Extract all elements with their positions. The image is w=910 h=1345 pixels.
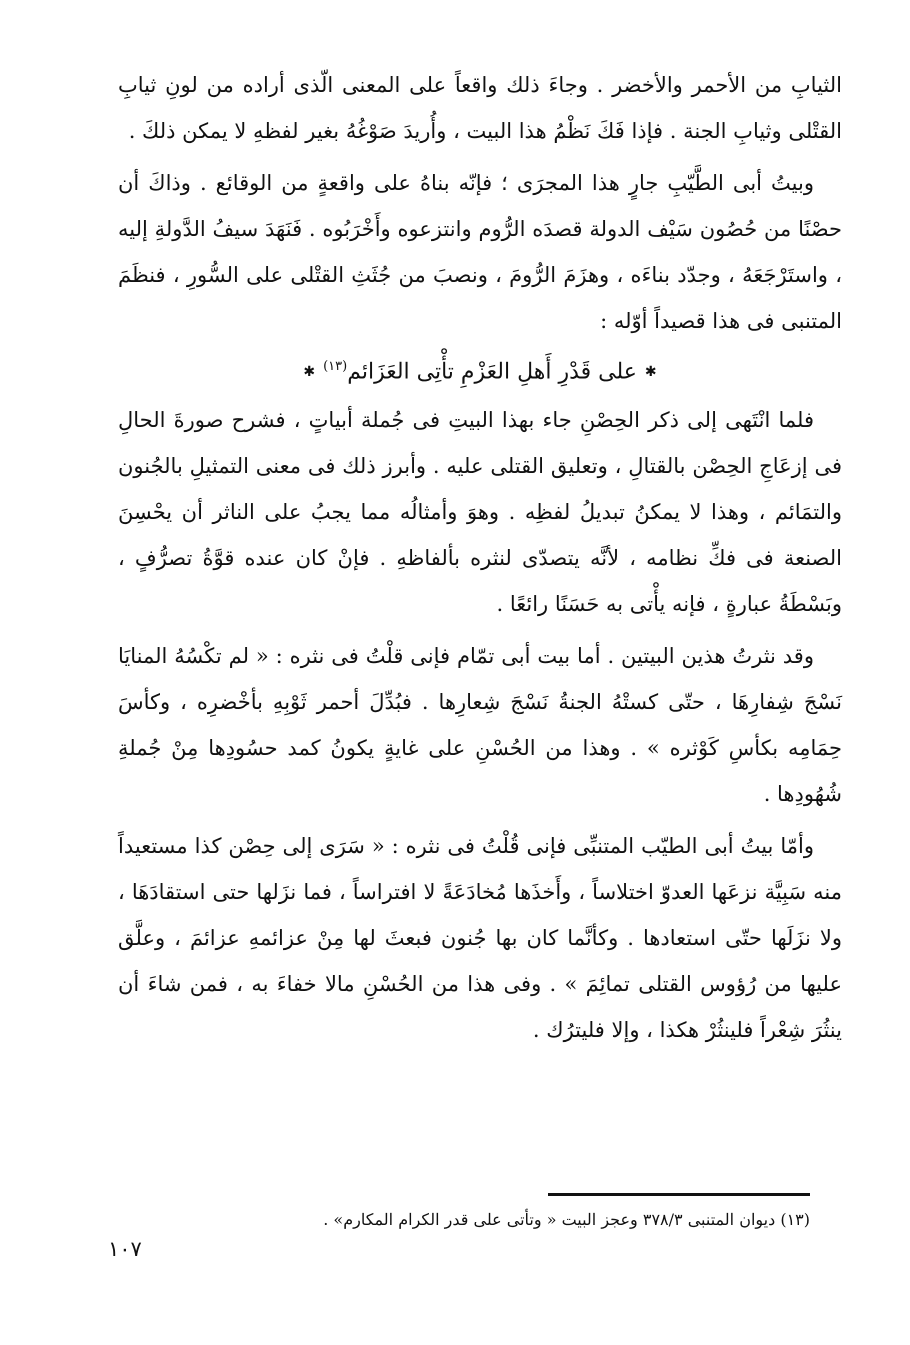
paragraph-1: الثيابِ من الأحمر والأخضر . وجاءَ ذلك واقعاً على المعنى الّذى أراده من لونِ ثيابِ القتْلى وثيابِ الجنة . فإذا فَكَ نَظْمُ هذا البيت ، وأُريدَ صَوْغُهُ بغير لفظهِ لا يمكن ذلكَ . <box>118 73 842 143</box>
paragraph-4: وقد نثرتُ هذين البيتين . أما بيت أبى تمّام فإنى قلْتُ فى نثره : « لم تكْسُهُ المنايَا نَسْجَ شِفارِهَا ، حتّى كستْهُ الجنةُ نَسْجَ شِعارِها . فبُدِّلَ أحمر ثَوْبِهِ بأخْضرِه ، وكأسَ حِمَامِه بكأسِ كَوْثره » . وهذا من الحُسْنِ على غايةٍ يكونُ كمد حسُودِها مِنْ جُملةِ شُهُودِها . <box>118 644 843 807</box>
page-number: ١٠٧ <box>108 1237 142 1261</box>
footnote-text: (١٣) ديوان المتنبى ٣٧٨/٣ وعجز البيت « وتأتى على قدر الكرام المكارم» . <box>323 1210 810 1229</box>
paragraph-5: وأمّا بيتُ أبى الطيّب المتنبِّى فإنى قُلْتُ فى نثره : « سَرَى إلى حِصْن كذا مستعيداً منه سَبِيَّة نزعَها العدوّ اختلاساً ، وأَخذَها مُخادَعَةً لا افتراساً ، فما نزَلها حتى استقادَهَا ، ولا نزَلَها حتّى استعادها . وكأنَّما كان بها جُنون فبعثَ لها مِنْ عزائمهِ عزائمَ ، وعلَّق عليها من رُؤوس القتلى تمائِمَ » . وفى هذا من الحُسْنِ مالا خفاءَ به ، فمن شاءَ أن ينثُرَ شِعْراً فلينثُرْ هكذا ، وإلا فليترُك . <box>118 834 842 1043</box>
footnote-reference: (١٣) <box>323 359 348 374</box>
star-ornament-left: ✱ <box>303 364 316 381</box>
paragraph-3: فلما انْتَهى إلى ذكر الحِصْنِ جاء بهذا البيتِ فى جُملة أبياتٍ ، فشرح صورةَ الحالِ فى إزعَاجِ الحِصْن بالقتالِ ، وتعليق القتلى عليه . وأبرز ذلك فى معنى التمثيلِ بالجُنون والتمَائم ، وهذا لا يمكنُ تبديلُ لفظِه . وهوَ وأمثالُه مما يجبُ على الناثر أن يحْسِنَ الصنعة فى فكِّ نظامه ، لأنَّه يتصدّى لنثره بألفاظهِ . فإنْ كان عنده قوَّةُ تصرُّفٍ ، وبَسْطَةُ عبارةٍ ، فإنه يأْتى به حَسَنًا رائعًا . <box>118 408 842 617</box>
body-text <box>118 62 842 1053</box>
star-ornament-right: ✱ <box>644 364 657 381</box>
footnote-divider <box>548 1193 810 1196</box>
verse-line <box>118 344 842 395</box>
paragraph-2: وبيتُ أبى الطَّيّبِ جارٍ هذا المجرَى ؛ فإنّه بناهُ على واقعةٍ من الوقائع . وذاكَ أن حصْنًا من حُصُون سَيْف الدولة قصدَه الرُّوم وانتزعوه وأَخْرَبُوه . فَنَهَدَ سيفُ الدَّولةِ إليه ، واستَرْجَعَهُ ، وجدّد بناءَه ، وهزَمَ الرُّومَ ، ونصبَ من جُثَثِ القتْلى على السُّورِ ، فنظَمَ المتنبى فى هذا قصيداً أوّله : <box>118 171 842 333</box>
verse-text: على قَدْرِ أَهلِ العَزْمِ تأْتِى العَزَائم <box>347 359 637 385</box>
